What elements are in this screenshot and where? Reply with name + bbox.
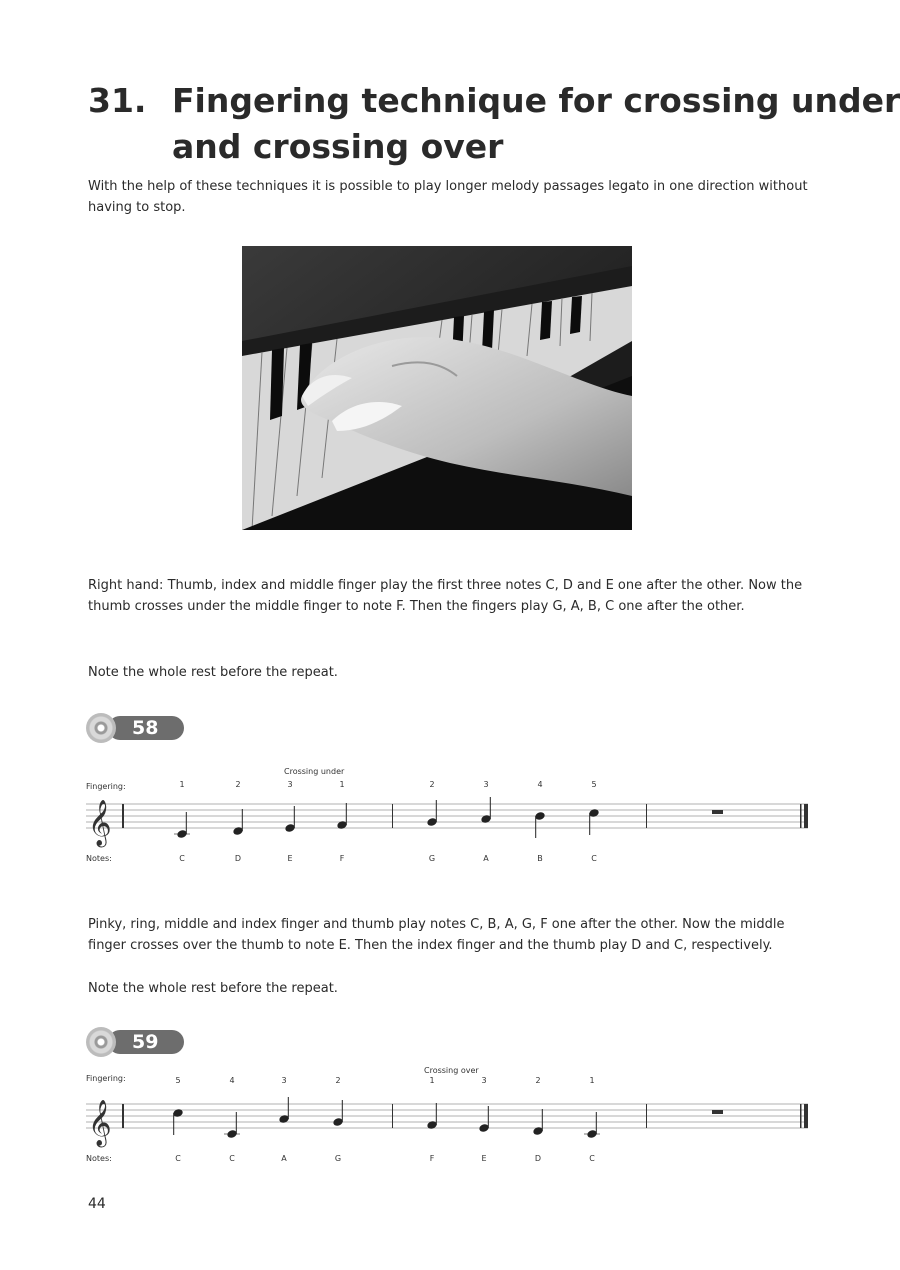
- time-signature: [122, 1104, 124, 1128]
- section1-paragraph: Right hand: Thumb, index and middle finger play the first three notes C, D and E one after the other. Now the thumb crosses under the middle finger to note F. Then the fingers play G, A, B, C one after the other.: [88, 578, 803, 614]
- page-number: 44: [88, 1196, 106, 1212]
- note-name: D: [534, 1154, 542, 1163]
- whole-rest: [712, 1110, 723, 1114]
- note-head: [278, 1097, 289, 1124]
- note-name: C: [589, 1154, 595, 1163]
- note-head: [480, 797, 491, 824]
- fingering-number: 2: [429, 780, 435, 789]
- note-name: E: [287, 854, 293, 863]
- fingering-number: 4: [537, 780, 543, 789]
- time-signature: [122, 804, 124, 828]
- fingering-number: 3: [481, 1076, 487, 1085]
- note-name: C: [591, 854, 597, 863]
- fingering-number: 1: [429, 1076, 435, 1085]
- barline: [392, 804, 393, 828]
- heading-number: 31.: [88, 81, 147, 120]
- fingering-number: 3: [483, 780, 489, 789]
- note-name: E: [481, 1154, 487, 1163]
- note-name: D: [234, 854, 242, 863]
- note-name: G: [334, 1154, 342, 1163]
- note-name: G: [428, 854, 436, 863]
- final-barline: [804, 1104, 808, 1128]
- note-name: C: [179, 854, 185, 863]
- note-name: C: [229, 1154, 235, 1163]
- treble-clef-icon: 𝄞: [88, 800, 112, 846]
- cd-track-badge: [86, 1027, 186, 1057]
- fingering-number: 3: [281, 1076, 287, 1085]
- fingering-number: 1: [179, 780, 185, 789]
- fingering-number: 2: [335, 1076, 341, 1085]
- fingering-number: 1: [339, 780, 345, 789]
- crossing-label: Crossing under: [284, 767, 345, 776]
- crossing-label: Crossing over: [424, 1066, 479, 1075]
- piano-hand-photo: [242, 246, 632, 530]
- note-head: [172, 1108, 183, 1135]
- notes-label: Notes:: [86, 1154, 112, 1163]
- note-head: [588, 808, 599, 835]
- note-name: A: [281, 1154, 287, 1163]
- fingering-number: 2: [535, 1076, 541, 1085]
- barline: [646, 1104, 647, 1128]
- treble-clef-icon: 𝄞: [88, 1100, 112, 1146]
- fingering-number: 5: [175, 1076, 181, 1085]
- fingering-number: 5: [591, 780, 597, 789]
- note-head: [426, 1103, 437, 1130]
- heading-line-1: Fingering technique for crossing under: [172, 81, 900, 120]
- note-head: [232, 809, 243, 836]
- whole-rest: [712, 810, 723, 814]
- final-barline: [800, 1104, 802, 1128]
- staff-lines: [86, 1064, 826, 1174]
- section2-paragraph: Pinky, ring, middle and index finger and thumb play notes C, B, A, G, F one after the other. Now the middle finger crosses over the thumb to note E. Then the index finger and the thumb play D and C, respectively.: [88, 917, 785, 953]
- final-barline: [800, 804, 802, 828]
- notes-label: Notes:: [86, 854, 112, 863]
- note-head: [532, 1109, 543, 1136]
- fingering-number: 1: [589, 1076, 595, 1085]
- note-name: F: [429, 1154, 435, 1163]
- barline: [646, 804, 647, 828]
- music-staff-1: [86, 764, 826, 874]
- fingering-number: 2: [235, 780, 241, 789]
- intro-paragraph: With the help of these techniques it is possible to play longer melody passages legato in one direction without having to stop.: [88, 179, 808, 215]
- note-name: F: [339, 854, 345, 863]
- barline: [392, 1104, 393, 1128]
- section1-rest-note: Note the whole rest before the repeat.: [88, 665, 338, 680]
- section2-rest-note: Note the whole rest before the repeat.: [88, 981, 338, 996]
- cd-icon: [86, 713, 116, 743]
- cd-track-number: 59: [132, 1031, 159, 1053]
- fingering-number: 4: [229, 1076, 235, 1085]
- final-barline: [804, 804, 808, 828]
- cd-track-number: 58: [132, 717, 159, 739]
- fingering-label: Fingering:: [86, 782, 126, 791]
- staff-lines: [86, 764, 826, 874]
- cd-icon: [86, 1027, 116, 1057]
- cd-track-badge: [86, 713, 186, 743]
- fingering-label: Fingering:: [86, 1074, 126, 1083]
- music-staff-2: [86, 1064, 826, 1174]
- note-name: B: [537, 854, 543, 863]
- note-name: C: [175, 1154, 181, 1163]
- heading-line-2: and crossing over: [172, 127, 504, 166]
- note-head: [336, 803, 347, 830]
- note-head: [534, 811, 545, 838]
- note-name: A: [483, 854, 489, 863]
- fingering-number: 3: [287, 780, 293, 789]
